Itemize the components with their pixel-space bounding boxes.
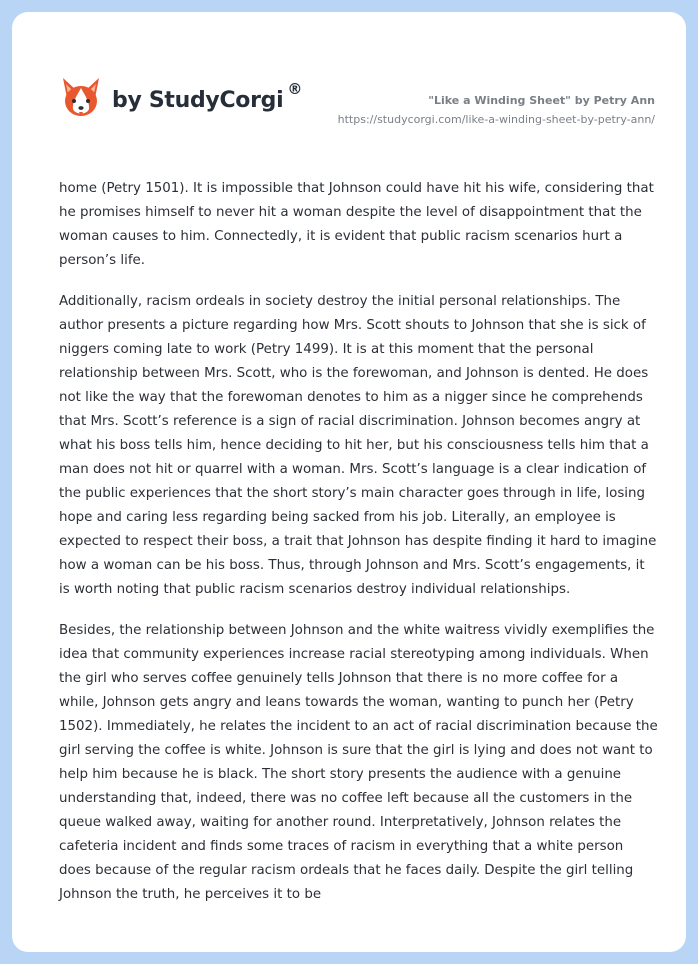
- source-url[interactable]: https://studycorgi.com/like-a-winding-sheet-by-petry-ann/: [337, 113, 655, 126]
- source-title: "Like a Winding Sheet" by Petry Ann: [428, 94, 655, 107]
- page-header: [12, 12, 686, 142]
- essay-body: [59, 177, 659, 924]
- paragraph: home (Petry 1501). It is impossible that Johnson could have hit his wife, considering that he promises himself to never hit a woman despite the level of disappointment that the woman causes to him. Connectedly, it is evident that public racism scenarios hurt a person’s life.: [59, 181, 654, 268]
- corgi-icon: [60, 76, 102, 120]
- registered-mark: ®: [287, 80, 303, 98]
- paragraph: Besides, the relationship between Johnson and the white waitress vividly exemplifies the idea that community experiences increase racial stereotyping among individuals. When the girl who serves coffee genuinely tells Johnson that there is no more coffee for a while, Johnson gets angry and leans towards the woman, wanting to punch her (Petry 1502). Immediately, he relates the incident to an act of racial discrimination because the girl serving the coffee is white. Johnson is sure that the girl is lying and does not want to help him because he is black. The short story presents the audience with a genuine understanding that, indeed, there was no coffee left because all the customers in the queue walked away, waiting for another round. Interpretatively, Johnson relates the cafeteria incident and finds some traces of racism in everything that a white person does because of the regular racism ordeals that he faces daily. Despite the girl telling Johnson the truth, he perceives it to be: [59, 623, 658, 902]
- document-page: [12, 12, 686, 952]
- studycorgi-logo[interactable]: [60, 76, 302, 120]
- source-info: [338, 93, 655, 127]
- paragraph: Additionally, racism ordeals in society destroy the initial personal relationships. The author presents a picture regarding how Mrs. Scott shouts to Johnson that she is sick of niggers coming late to work (Petry 1499). It is at this moment that the personal relationship between Mrs. Scott, who is the forewoman, and Johnson is dented. He does not like the way that the forewoman denotes to him as a nigger since he comprehends that Mrs. Scott’s reference is a sign of racial discrimination. Johnson becomes angry at what his boss tells him, hence deciding to hit her, but his consciousness tells him that a man does not hit or quarrel with a woman. Mrs. Scott’s language is a clear indication of the public experiences that the short story’s main character goes through in life, losing hope and caring less regarding being sacked from his job. Literally, an employee is expected to respect their boss, a trait that Johnson has despite finding it hard to imagine how a woman can be his boss. Thus, through Johnson and Mrs. Scott’s engagements, it is worth noting that public racism scenarios destroy individual relationships.: [59, 294, 657, 597]
- brand-name: by StudyCorgi: [112, 87, 284, 113]
